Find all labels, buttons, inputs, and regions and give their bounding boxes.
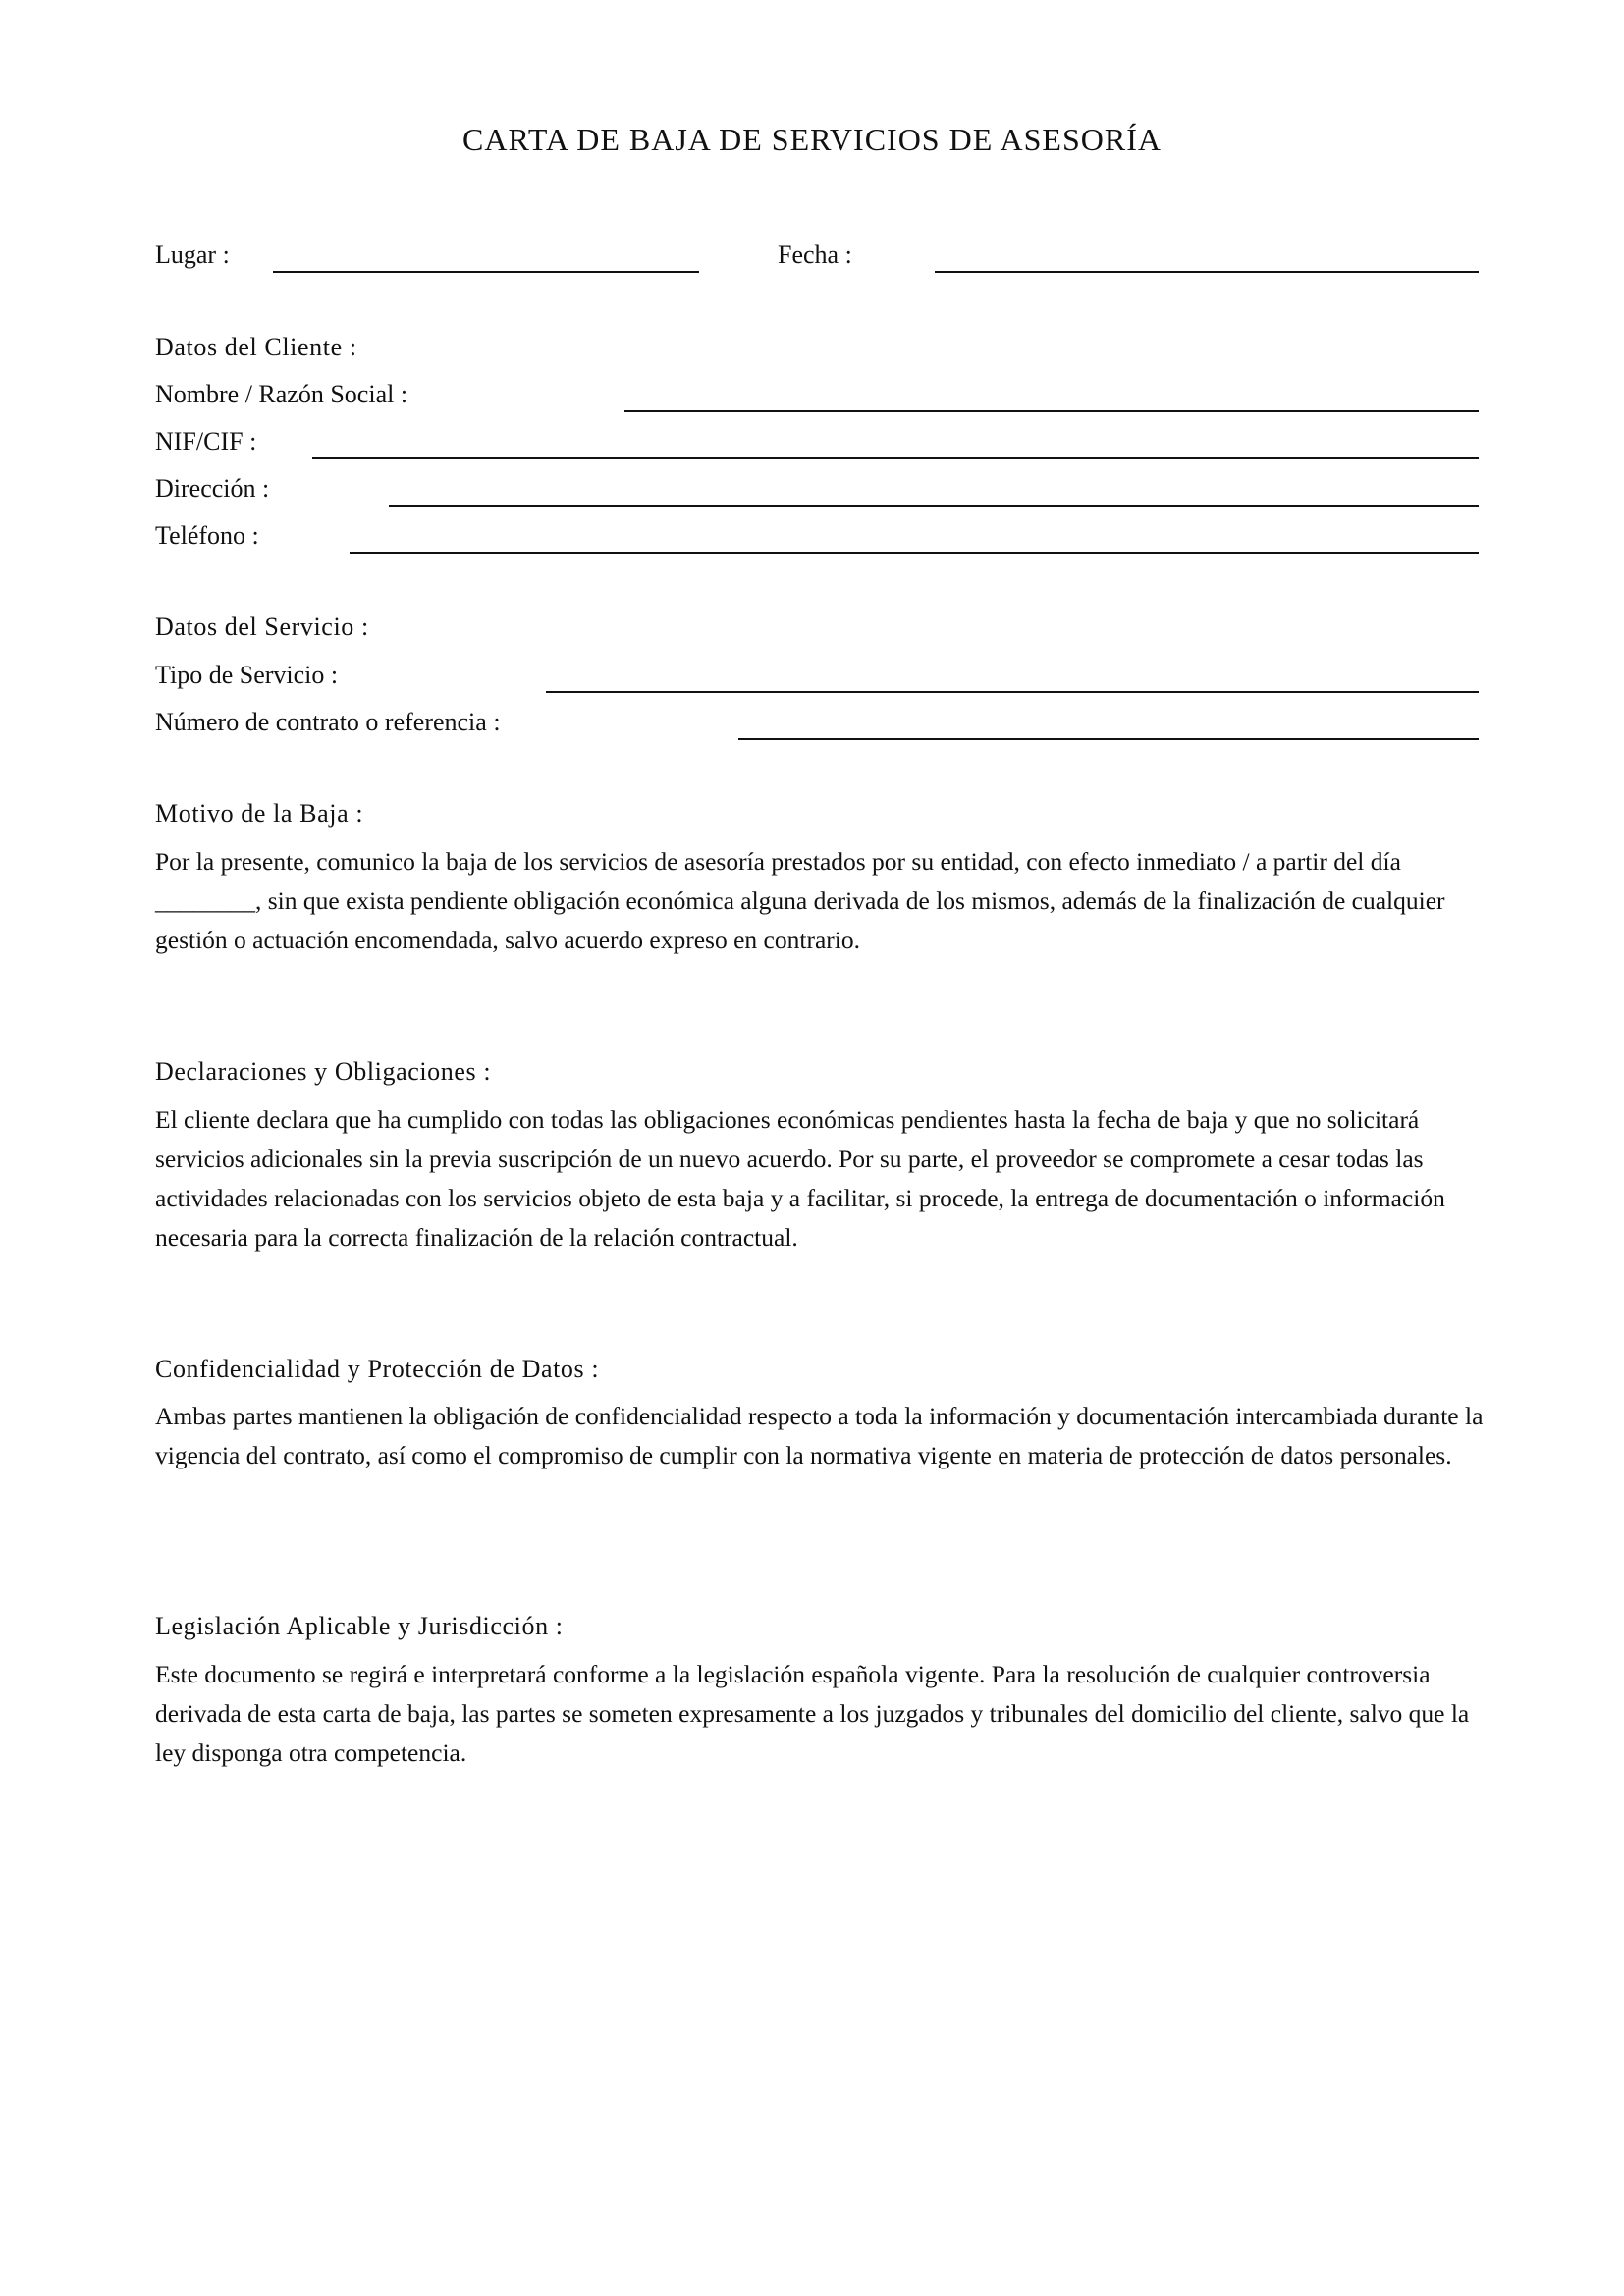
declarations-heading: Declaraciones y Obligaciones :	[155, 1057, 492, 1086]
client-name-label: Nombre / Razón Social :	[155, 380, 408, 408]
contract-reference-field-line[interactable]	[738, 738, 1479, 740]
client-name-field-line[interactable]	[624, 410, 1479, 412]
date-label: Fecha :	[778, 240, 852, 269]
place-label: Lugar :	[155, 240, 230, 269]
cancellation-reason-text	[155, 842, 1490, 960]
client-address-label: Dirección :	[155, 474, 270, 503]
confidentiality-heading: Confidencialidad y Protección de Datos :	[155, 1355, 600, 1383]
cancellation-reason-body: Por la presente, comunico la baja de los servicios de asesoría prestados por su entidad, con efecto inmediato / a partir del día ________, sin que exista pendiente obligación económica alguna derivada de los mismos, además de la finalización de cualquier gestión o actuación encomendada, salvo acuerdo expreso en contrario.	[155, 847, 1445, 954]
place-field-line[interactable]	[273, 271, 699, 273]
client-nif-label: NIF/CIF :	[155, 427, 257, 455]
declarations-body: El cliente declara que ha cumplido con todas las obligaciones económicas pendientes hasta la fecha de baja y que no solicitará servicios adicionales sin la previa suscripción de un nuevo acuerdo. Por su parte, el proveedor se compromete a cesar todas las actividades relacionadas con los servicios objeto de esta baja y a facilitar, si procede, la entrega de documentación o información necesaria para la correcta finalización de la relación contractual.	[155, 1105, 1445, 1252]
jurisdiction-text	[155, 1655, 1490, 1773]
document-title: CARTA DE BAJA DE SERVICIOS DE ASESORÍA	[462, 122, 1162, 157]
service-type-field-line[interactable]	[546, 691, 1479, 693]
date-field-line[interactable]	[935, 271, 1479, 273]
contract-reference-label: Número de contrato o referencia :	[155, 708, 501, 736]
client-data-heading: Datos del Cliente :	[155, 333, 357, 361]
confidentiality-body: Ambas partes mantienen la obligación de confidencialidad respecto a toda la información y documentación intercambiada durante la vigencia del contrato, así como el compromiso de cumplir con la normativa vigente en materia de protección de datos personales.	[155, 1402, 1484, 1469]
service-type-label: Tipo de Servicio :	[155, 661, 339, 689]
client-phone-label: Teléfono :	[155, 521, 259, 550]
client-nif-field-line[interactable]	[312, 457, 1479, 459]
declarations-text	[155, 1100, 1490, 1257]
jurisdiction-body: Este documento se regirá e interpretará conforme a la legislación española vigente. Para la resolución de cualquier controversia derivada de esta carta de baja, las partes se someten expresamente a los juzgados y tribunales del domicilio del cliente, salvo que la ley disponga otra competencia.	[155, 1660, 1470, 1767]
confidentiality-text	[155, 1397, 1490, 1475]
client-phone-field-line[interactable]	[350, 552, 1479, 554]
service-data-heading: Datos del Servicio :	[155, 613, 369, 641]
cancellation-reason-heading: Motivo de la Baja :	[155, 799, 364, 828]
client-address-field-line[interactable]	[389, 505, 1479, 507]
jurisdiction-heading: Legislación Aplicable y Jurisdicción :	[155, 1612, 564, 1640]
